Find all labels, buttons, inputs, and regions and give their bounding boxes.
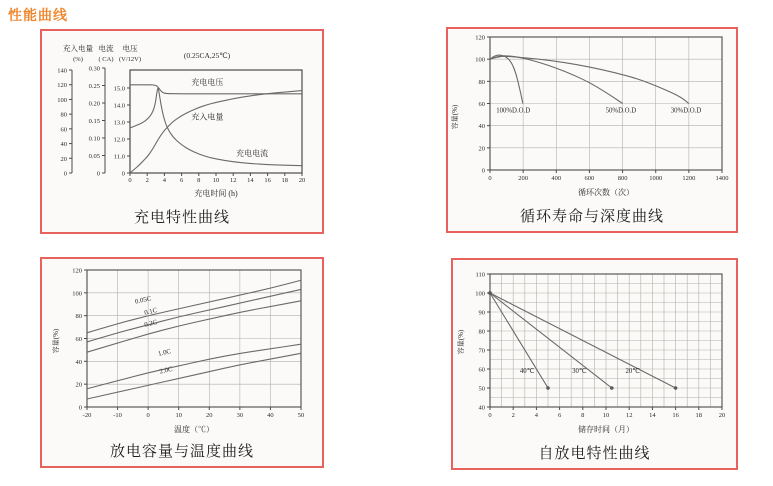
svg-text:(V/12V): (V/12V) <box>118 56 142 63</box>
svg-text:0: 0 <box>128 177 132 184</box>
svg-text:80: 80 <box>478 78 485 86</box>
svg-text:60: 60 <box>478 101 485 108</box>
svg-text:100: 100 <box>57 96 67 104</box>
svg-text:0: 0 <box>96 170 100 178</box>
svg-text:50%D.O.D: 50%D.O.D <box>605 107 637 115</box>
panel-cycle-life <box>446 27 738 233</box>
svg-text:6: 6 <box>557 412 562 419</box>
svg-text:100: 100 <box>475 290 485 298</box>
svg-text:20: 20 <box>60 155 67 163</box>
svg-text:充电电压: 充电电压 <box>191 77 224 87</box>
svg-text:2: 2 <box>145 177 149 184</box>
svg-text:16: 16 <box>672 412 679 419</box>
svg-text:电流: 电流 <box>98 44 114 53</box>
self-discharge-characteristics-chart <box>453 260 736 468</box>
svg-text:10: 10 <box>175 412 182 419</box>
svg-text:60: 60 <box>60 126 67 134</box>
svg-text:(0.25CA,25℃): (0.25CA,25℃) <box>183 51 231 60</box>
svg-text:15.0: 15.0 <box>113 85 125 93</box>
svg-text:18: 18 <box>695 412 703 419</box>
svg-text:60: 60 <box>75 336 82 343</box>
svg-text:4: 4 <box>162 177 167 184</box>
svg-text:30%D.O.D: 30%D.O.D <box>670 107 702 115</box>
svg-text:120: 120 <box>72 267 82 275</box>
svg-text:11.0: 11.0 <box>113 153 125 161</box>
cycle-life-vs-depth-chart <box>448 29 736 231</box>
chart-caption: 充电特性曲线 <box>133 210 230 226</box>
svg-text:0.2C: 0.2C <box>143 319 158 329</box>
svg-text:-10: -10 <box>113 412 122 419</box>
svg-text:4: 4 <box>534 412 539 419</box>
svg-text:0.20: 0.20 <box>88 100 100 108</box>
svg-text:20: 20 <box>298 177 306 184</box>
svg-text:8: 8 <box>197 177 201 184</box>
svg-text:120: 120 <box>475 34 485 42</box>
svg-text:0: 0 <box>121 170 125 178</box>
svg-text:600: 600 <box>584 175 595 182</box>
svg-text:充入电量: 充入电量 <box>191 112 224 122</box>
svg-text:0: 0 <box>481 167 485 175</box>
svg-text:40: 40 <box>478 123 485 131</box>
svg-text:140: 140 <box>57 67 67 75</box>
svg-text:(%): (%) <box>73 56 83 63</box>
discharge-capacity-vs-temperature-chart <box>42 259 322 466</box>
svg-text:容量(%): 容量(%) <box>451 104 459 130</box>
svg-text:( CA): ( CA) <box>98 56 114 63</box>
svg-text:0: 0 <box>78 404 82 412</box>
svg-text:100: 100 <box>72 290 82 298</box>
svg-text:12.0: 12.0 <box>113 136 125 144</box>
svg-text:20: 20 <box>75 381 82 389</box>
svg-text:30℃: 30℃ <box>572 367 587 375</box>
svg-text:12: 12 <box>625 412 633 419</box>
svg-text:1400: 1400 <box>715 175 729 182</box>
svg-text:0.15: 0.15 <box>88 118 100 125</box>
svg-text:2.0C: 2.0C <box>159 365 174 376</box>
svg-text:14: 14 <box>247 177 254 184</box>
svg-text:电压: 电压 <box>122 44 138 53</box>
svg-text:800: 800 <box>617 175 628 182</box>
svg-text:容量(%): 容量(%) <box>457 329 465 355</box>
svg-text:充电电流: 充电电流 <box>236 149 269 159</box>
svg-text:0: 0 <box>146 412 150 419</box>
svg-text:1.0C: 1.0C <box>157 348 172 358</box>
svg-text:容量(%): 容量(%) <box>52 328 60 354</box>
svg-text:200: 200 <box>518 175 529 182</box>
svg-text:50: 50 <box>297 412 305 419</box>
svg-text:0: 0 <box>63 170 67 178</box>
svg-text:110: 110 <box>475 271 485 279</box>
svg-text:0: 0 <box>488 412 492 419</box>
svg-text:充电时间 (h): 充电时间 (h) <box>194 189 238 198</box>
svg-text:80: 80 <box>60 111 67 119</box>
chart-caption: 循环寿命与深度曲线 <box>519 209 664 225</box>
svg-text:0.10: 0.10 <box>88 135 100 143</box>
svg-text:0.05: 0.05 <box>88 153 100 160</box>
svg-text:13.0: 13.0 <box>113 119 125 127</box>
svg-text:40: 40 <box>60 141 67 149</box>
charge-characteristics-chart <box>42 31 322 232</box>
svg-text:0.30: 0.30 <box>88 65 100 73</box>
svg-text:温度（℃）: 温度（℃） <box>174 425 214 434</box>
svg-text:1200: 1200 <box>682 175 696 182</box>
svg-text:6: 6 <box>179 177 184 184</box>
svg-text:0: 0 <box>488 175 492 182</box>
svg-text:40: 40 <box>267 412 274 419</box>
svg-text:充入电量: 充入电量 <box>63 44 93 53</box>
svg-text:20: 20 <box>478 145 485 153</box>
svg-text:18: 18 <box>281 177 289 184</box>
svg-text:14.0: 14.0 <box>113 102 125 110</box>
svg-text:2: 2 <box>511 412 515 419</box>
page-title: 性能曲线 <box>8 7 68 23</box>
svg-text:16: 16 <box>264 177 271 184</box>
panel-self-discharge <box>451 258 738 470</box>
svg-text:50: 50 <box>478 385 485 393</box>
svg-text:90: 90 <box>478 309 485 317</box>
svg-text:120: 120 <box>57 82 67 90</box>
svg-text:12: 12 <box>229 177 237 184</box>
svg-text:400: 400 <box>551 175 562 182</box>
svg-text:-20: -20 <box>82 412 92 419</box>
svg-text:0.05C: 0.05C <box>134 295 153 306</box>
svg-text:40: 40 <box>478 404 485 412</box>
svg-text:100%D.O.D: 100%D.O.D <box>496 107 531 115</box>
svg-text:储存时间（月）: 储存时间（月） <box>578 425 634 434</box>
svg-text:1000: 1000 <box>649 175 663 182</box>
panel-charge-characteristics <box>40 29 324 234</box>
panel-discharge-temperature <box>40 257 324 468</box>
svg-text:20: 20 <box>206 412 213 419</box>
svg-text:10: 10 <box>212 177 220 184</box>
svg-text:0.1C: 0.1C <box>143 307 158 317</box>
svg-text:14: 14 <box>649 412 656 419</box>
svg-text:40: 40 <box>75 358 82 366</box>
chart-caption: 自放电特性曲线 <box>538 446 651 462</box>
svg-text:40℃: 40℃ <box>519 367 535 375</box>
svg-text:100: 100 <box>475 56 485 64</box>
svg-text:70: 70 <box>478 347 485 355</box>
svg-text:60: 60 <box>478 366 485 374</box>
svg-text:80: 80 <box>478 328 485 336</box>
chart-caption: 放电容量与温度曲线 <box>109 444 254 460</box>
svg-text:循环次数（次）: 循环次数（次） <box>578 188 634 197</box>
svg-text:30: 30 <box>236 412 244 419</box>
svg-text:0.25: 0.25 <box>88 83 100 90</box>
svg-text:8: 8 <box>581 412 585 419</box>
svg-text:80: 80 <box>75 313 82 321</box>
svg-text:20: 20 <box>718 412 726 419</box>
svg-text:20℃: 20℃ <box>625 367 640 375</box>
svg-text:10: 10 <box>602 412 610 419</box>
